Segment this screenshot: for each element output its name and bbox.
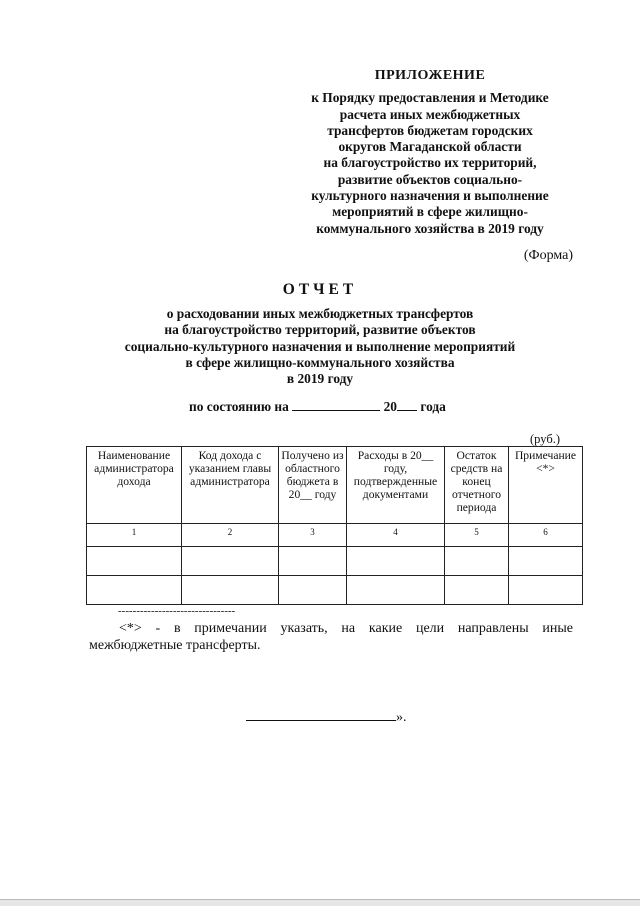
report-subtitle-line: в 2019 году: [286, 371, 354, 387]
header-note: Примечание <*>: [509, 447, 583, 524]
column-number: 2: [182, 524, 279, 547]
closing-line: [246, 706, 407, 726]
appendix-line: на благоустройство их территорий,: [323, 155, 537, 171]
closing-blank[interactable]: [246, 706, 396, 721]
header-income-code: Код дохода с указанием главы администратора: [182, 447, 279, 524]
table-cell[interactable]: [182, 547, 279, 576]
as-of-prefix: по состоянию на: [189, 399, 289, 414]
header-balance: Остаток средств на конец отчетного периода: [445, 447, 509, 524]
appendix-line: расчета иных межбюджетных: [339, 106, 521, 122]
column-number: 1: [87, 524, 182, 547]
appendix-block: [285, 68, 575, 237]
header-received: Получено из областного бюджета в 20__ году: [279, 447, 347, 524]
currency-unit: (руб.): [530, 432, 560, 446]
appendix-line: трансфертов бюджетам городских: [327, 122, 533, 138]
column-number: 6: [509, 524, 583, 547]
table-cell[interactable]: [347, 547, 445, 576]
as-of-date-line: [189, 398, 446, 415]
table-cell[interactable]: [445, 547, 509, 576]
report-subtitle-line: на благоустройство территорий, развитие объектов: [164, 322, 476, 338]
column-number-row: [87, 524, 583, 547]
as-of-year-prefix: 20: [383, 399, 397, 414]
appendix-line: к Порядку предоставления и Методике: [311, 90, 549, 106]
table-cell[interactable]: [509, 576, 583, 605]
form-mark: (Форма): [523, 248, 573, 263]
report-title: ОТЧЕТ: [282, 281, 358, 298]
table-cell[interactable]: [87, 576, 182, 605]
table-row: [87, 547, 583, 576]
appendix-line: развитие объектов социально-: [337, 171, 523, 187]
report-subtitle: [70, 306, 570, 387]
table-cell[interactable]: [87, 547, 182, 576]
footnote-text: <*> - в примечании указать, на какие цели направлены иные межбюджетные трансферты.: [89, 621, 573, 653]
table-header-row: [87, 447, 583, 524]
report-subtitle-line: социально-культурного назначения и выполнение мероприятий: [124, 338, 516, 354]
report-subtitle-line: о расходовании иных межбюджетных трансфертов: [166, 306, 474, 321]
column-number: 5: [445, 524, 509, 547]
as-of-year-blank[interactable]: [397, 398, 417, 411]
table-cell[interactable]: [182, 576, 279, 605]
appendix-line: культурного назначения и выполнение: [311, 188, 549, 204]
appendix-line: мероприятий в сфере жилищно-: [332, 204, 528, 220]
header-expenses: Расходы в 20__ году, подтвержденные документами: [347, 447, 445, 524]
table-cell[interactable]: [279, 576, 347, 605]
table-cell[interactable]: [279, 547, 347, 576]
as-of-date-blank[interactable]: [292, 398, 380, 411]
column-number: 4: [347, 524, 445, 547]
header-administrator: Наименование администратора дохода: [87, 447, 182, 524]
footnote-separator: --------------------------------: [118, 605, 236, 617]
report-table: [86, 446, 583, 605]
table-cell[interactable]: [509, 547, 583, 576]
column-number: 3: [279, 524, 347, 547]
appendix-line: коммунального хозяйства в 2019 году: [316, 220, 544, 236]
appendix-line: округов Магаданской области: [338, 139, 522, 155]
report-subtitle-line: в сфере жилищно-коммунального хозяйства: [185, 354, 455, 370]
table-cell[interactable]: [445, 576, 509, 605]
as-of-suffix: года: [420, 399, 446, 414]
closing-suffix: ».: [396, 710, 407, 725]
table-cell[interactable]: [347, 576, 445, 605]
table-row: [87, 576, 583, 605]
appendix-title: ПРИЛОЖЕНИЕ: [374, 68, 486, 83]
